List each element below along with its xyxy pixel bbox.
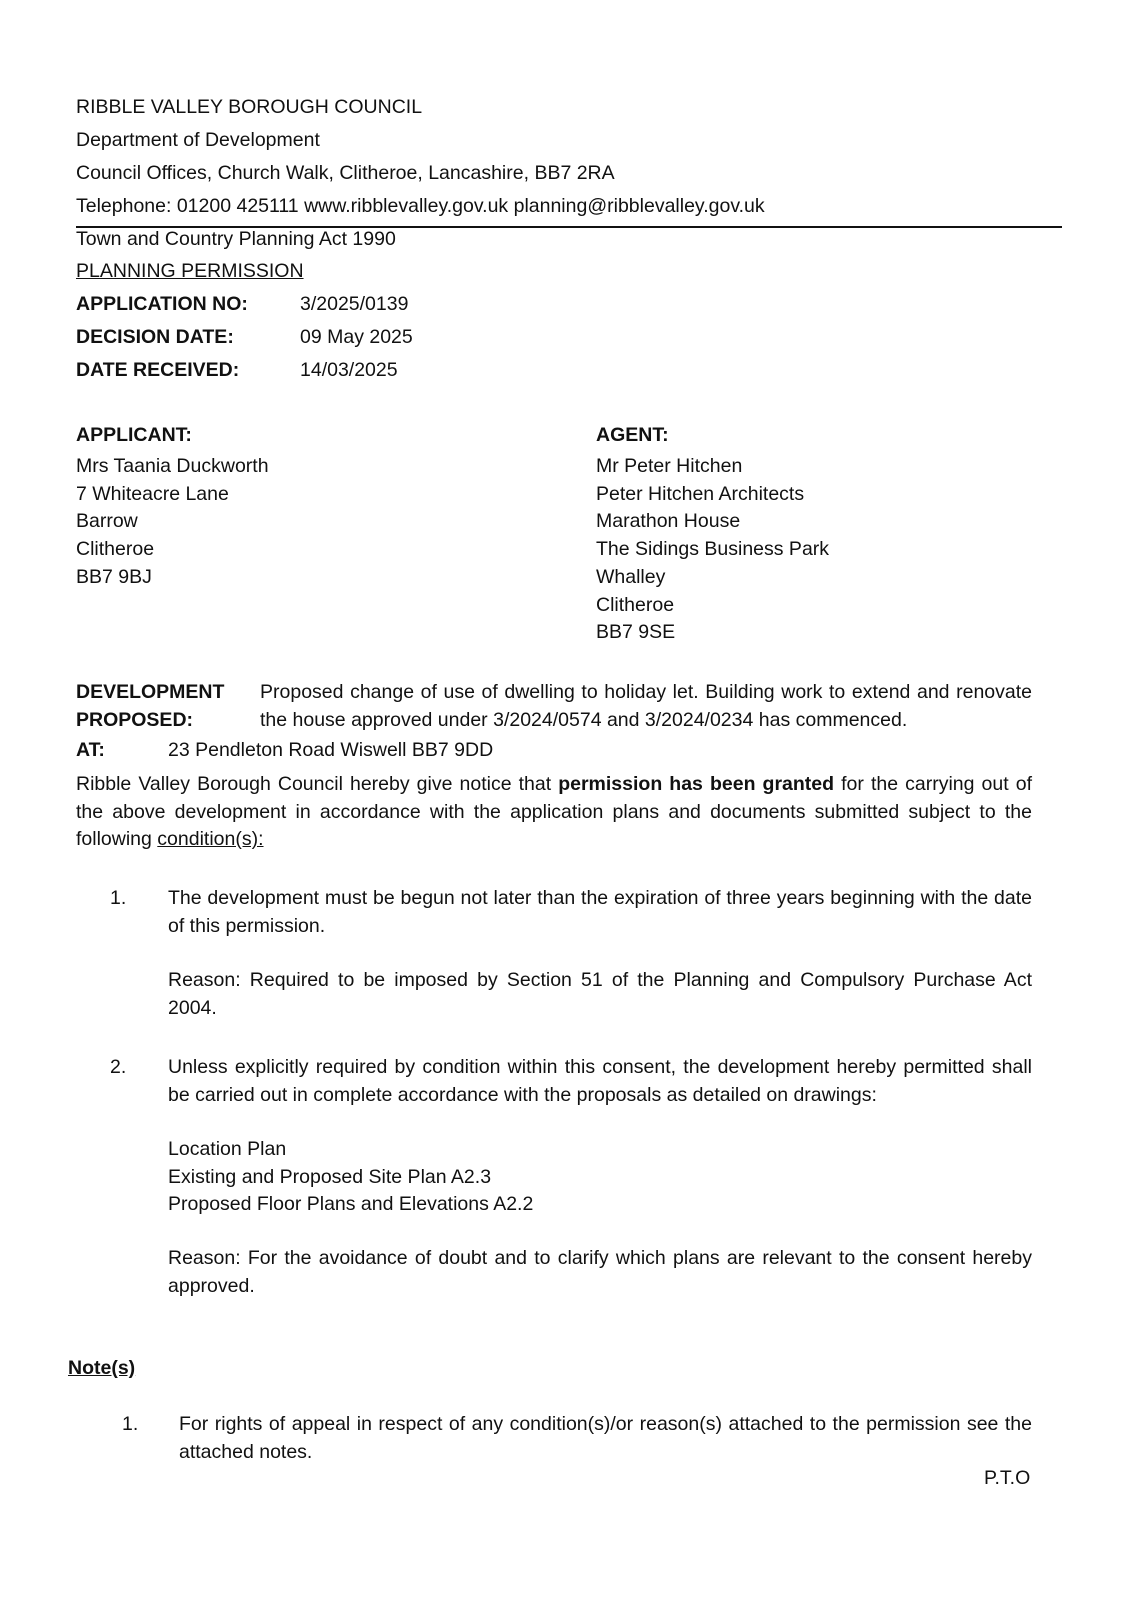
agent-address [596,453,829,647]
drawing-item: Location Plan [168,1138,287,1160]
act-title: Town and Country Planning Act 1990 [76,228,396,250]
agent-line: Mr Peter Hitchen [596,455,743,477]
document-type: PLANNING PERMISSION [76,260,304,282]
condition-number: 1. [110,887,127,909]
applicant-line: BB7 9BJ [76,565,152,588]
application-no-value: 3/2025/0139 [300,293,409,315]
decision-date-value: 09 May 2025 [300,326,413,348]
notice-text: Ribble Valley Borough Council hereby give notice that [76,773,559,795]
applicant-line: Clitheroe [76,538,155,561]
condition-text: Unless explicitly required by condition within this consent, the development hereby permitted shall be carried out in complete accordance with the proposals as detailed on drawings: [168,1056,1032,1106]
agent-line: Whalley [596,565,666,588]
agent-line: BB7 9SE [596,621,676,644]
development-label-line2: PROPOSED: [76,708,194,731]
condition-reason: Reason: Required to be imposed by Section 51 of the Planning and Compulsory Purchase Act 2004. [168,969,1032,1019]
note-text: For rights of appeal in respect of any condition(s)/or reason(s) attached to the permission see the attached notes. [179,1413,1032,1463]
agent-line: Peter Hitchen Architects [596,482,805,505]
applicant-line: Barrow [76,510,138,533]
agent-line: Marathon House [596,510,741,533]
applicant-line: 7 Whiteacre Lane [76,482,229,505]
department-name: Department of Development [76,129,320,151]
site-label: AT: [76,739,105,761]
development-label-line1: DEVELOPMENT [76,681,225,703]
drawing-item: Existing and Proposed Site Plan A2.3 [168,1165,492,1188]
site-address: 23 Pendleton Road Wiswell BB7 9DD [168,739,494,761]
applicant-line: Mrs Taania Duckworth [76,455,269,477]
note-number: 1. [122,1413,139,1435]
application-no-label: APPLICATION NO: [76,293,248,315]
condition-reason: Reason: For the avoidance of doubt and to clarify which plans are relevant to the consent hereby approved. [168,1247,1032,1297]
date-received-value: 14/03/2025 [300,359,398,381]
applicant-heading: APPLICANT: [76,424,192,446]
drawing-item: Proposed Floor Plans and Elevations A2.2 [168,1193,534,1215]
notice-conditions: condition(s): [157,828,264,850]
notes-heading: Note(s) [68,1357,136,1379]
development-description: Proposed change of use of dwelling to holiday let. Building work to extend and renovate the house approved under 3/2024/0574 and 3/2024/0234 has commenced. [260,681,1032,731]
permission-notice [76,771,1032,854]
applicant-address [76,453,269,592]
drawings-list [168,1136,533,1219]
council-address: Council Offices, Church Walk, Clitheroe, Lancashire, BB7 2RA [76,162,615,184]
agent-line: The Sidings Business Park [596,538,830,561]
notice-granted: permission has been granted [558,773,835,795]
notice-text: for the carrying out of the above development in accordance with the application plans and documents submitted subject to the following [76,773,1032,850]
contact-details: Telephone: 01200 425111 www.ribblevalley.gov.uk planning@ribblevalley.gov.uk [76,195,765,217]
decision-date-label: DECISION DATE: [76,326,234,348]
pto-marker: P.T.O [984,1467,1031,1489]
date-received-label: DATE RECEIVED: [76,359,240,381]
condition-number: 2. [110,1056,127,1078]
agent-heading: AGENT: [596,424,669,446]
condition-text: The development must be begun not later than the expiration of three years beginning with the date of this permission. [168,887,1032,937]
development-label [76,679,224,734]
agent-line: Clitheroe [596,593,675,616]
council-name: RIBBLE VALLEY BOROUGH COUNCIL [76,96,423,118]
